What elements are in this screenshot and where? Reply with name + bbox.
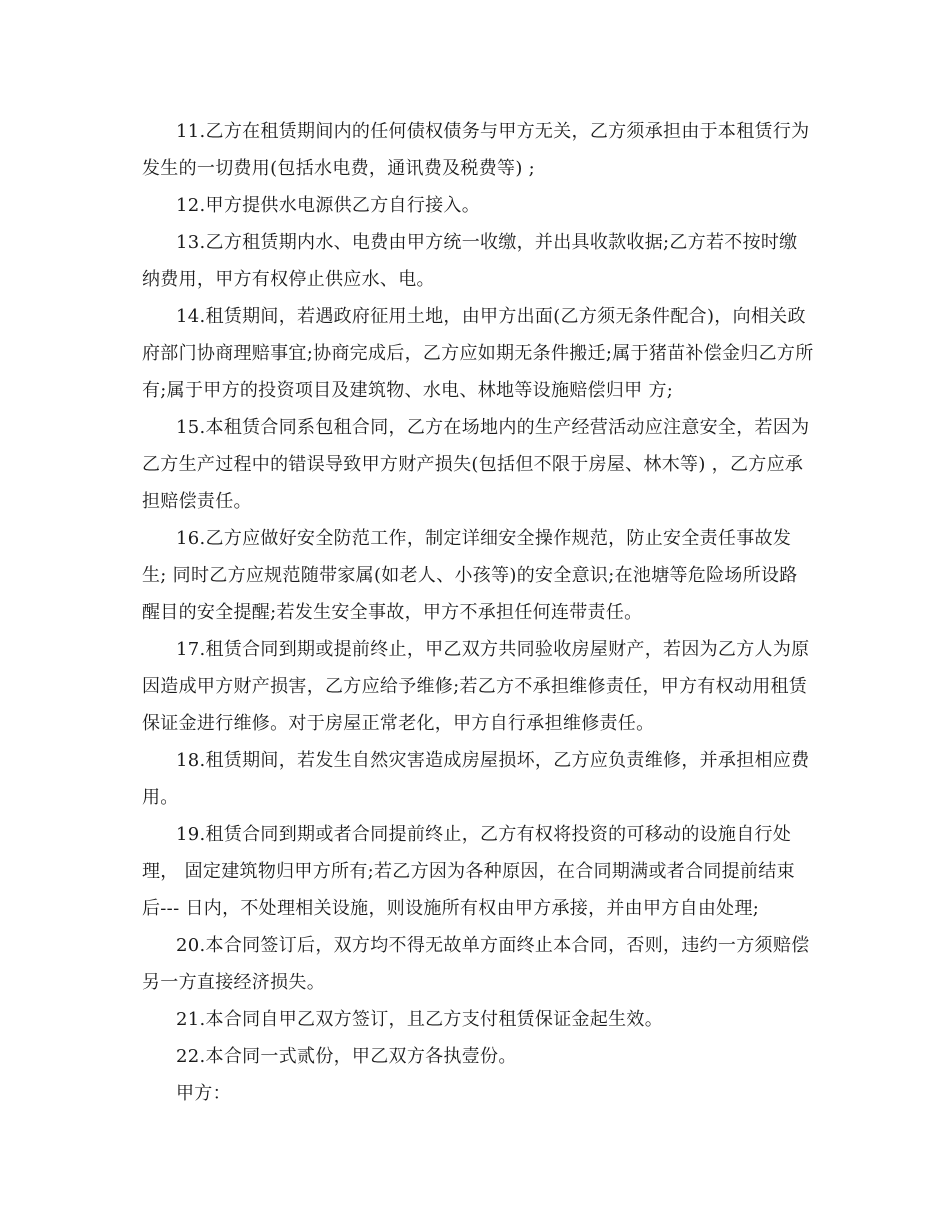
clause-12: 12.甲方提供水电源供乙方自行接入。	[176, 195, 481, 216]
clause-20: 20.本合同签订后，双方均不得无故单方面终止本合同，否则，违约一方须赔偿 另一方直接经济损失。	[142, 935, 810, 993]
clause-14: 14.租赁期间，若遇政府征用土地，由甲方出面(乙方须无条件配合)，向相关政府部门协商理赔事宜;协商完成后，乙方应如期无条件搬迁;属于猪苗补偿金归乙方所有;属于甲方的投资项目及建筑物、水电、林地等设施赔偿归甲 方;	[142, 306, 814, 401]
clause-13: 13.乙方租赁期内水、电费由甲方统一收缴，并出具收款收据;乙方若不按时缴纳费用，甲方有权停止供应水、电。	[142, 232, 798, 290]
clause-18: 18.租赁期间，若发生自然灾害造成房屋损坏，乙方应负责维修，并承担相应费用。	[142, 750, 810, 808]
party-a-signature-label: 甲方：	[176, 1083, 231, 1104]
clause-16: 16.乙方应做好安全防范工作，制定详细安全操作规范，防止安全责任事故发生; 同时乙方应规范随带家属(如老人、小孩等)的安全意识;在池塘等危险场所设路醒目的安全提醒;若发生安全事故，甲方不承担任何连带责任。	[142, 528, 798, 623]
clause-21: 21.本合同自甲乙双方签订，且乙方支付租赁保证金起生效。	[176, 1009, 664, 1030]
clause-15: 15.本租赁合同系包租合同，乙方在场地内的生产经营活动应注意安全，若因为乙方生产过程中的错误导致甲方财产损失(包括但不限于房屋、林木等) ，乙方应承担赔偿责任。	[142, 417, 810, 512]
clause-22: 22.本合同一式贰份，甲乙双方各执壹份。	[176, 1046, 517, 1067]
contract-body	[142, 113, 814, 1112]
clause-19: 19.租赁合同到期或者合同提前终止，乙方有权将投资的可移动的设施自行处理， 固定建筑物归甲方所有;若乙方因为各种原因，在合同期满或者合同提前结束后--- 日内，不处理相关设施，则设施所有权由甲方承接，并由甲方自由处理;	[142, 824, 795, 919]
clause-17: 17.租赁合同到期或提前终止，甲乙双方共同验收房屋财产，若因为乙方人为原因造成甲方财产损害，乙方应给予维修;若乙方不承担维修责任，甲方有权动用租赁保证金进行维修。对于房屋正常老化，甲方自行承担维修责任。	[142, 639, 810, 734]
clause-11: 11.乙方在租赁期间内的任何债权债务与甲方无关，乙方须承担由于本租赁行为发生的一切费用(包括水电费，通讯费及税费等) ;	[142, 121, 810, 179]
